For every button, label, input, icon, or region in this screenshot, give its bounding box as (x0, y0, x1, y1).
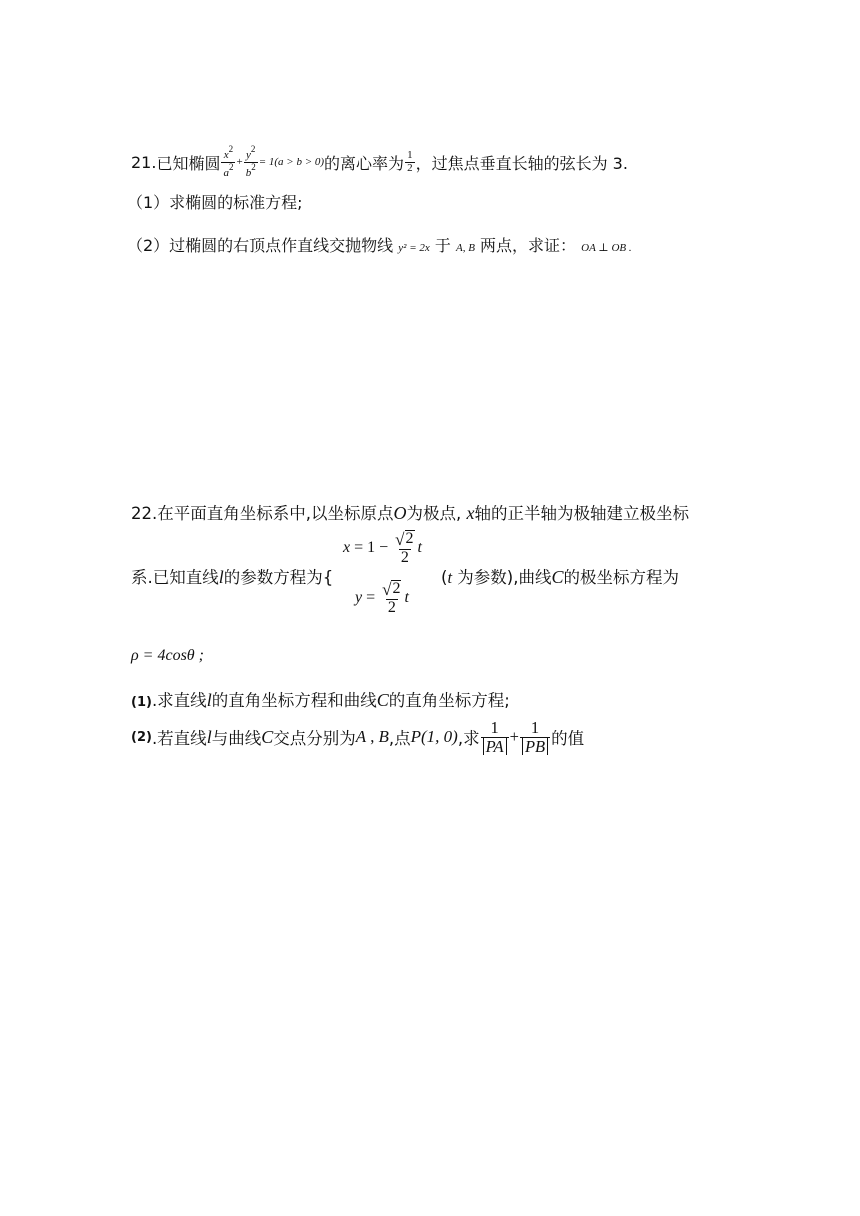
q22-p2-text-c: 交点分别为 (273, 729, 356, 748)
q22-line2-text-b: 的参数方程为{ (223, 568, 334, 587)
q22-line2-text-d: 的极坐标方程为 (563, 568, 679, 587)
frac-sqrt2-over-2-x: √ 2 2 (395, 529, 414, 566)
q22-line2-text-a: 系.已知直线 (131, 568, 219, 587)
q22-line2-right: (t 为参数),曲线C的极坐标方程为 (441, 567, 679, 587)
points-ab: A, B (455, 242, 475, 254)
q22-p1-text-c: 的直角坐标方程; (388, 691, 510, 710)
line-l: l (218, 567, 224, 587)
q21-line1: 21. 已知椭圆 $\frac{x^2}{a^2}$ + $\frac{y^2}{b^2}$ = 1(a > b > 0) 的离心率为 $\frac{1}{2}$ ，过焦点垂直长轴的弦长为 3. (131, 143, 628, 179)
q21-part2-text-a: （2）过椭圆的右顶点作直线交抛物线 (127, 236, 394, 255)
q21-text-c: ，过焦点垂直长轴的弦长为 3. (415, 153, 628, 173)
q22-p2-text-a: .若直线 (151, 729, 207, 748)
q22-line1-text-b: 为极点, (406, 504, 462, 523)
frac-y2-b2: $\frac{y^2}{b^2}$ (245, 143, 256, 179)
frac-x2-a2: $\frac{x^2}{a^2}$ (223, 143, 234, 179)
frac-1-over-PB: $\frac{1}{PB}$ (520, 719, 550, 755)
q22-line1 (131, 500, 689, 524)
point-A: A (355, 727, 367, 746)
q21-part2-text-b: 于 (434, 236, 451, 255)
param-eq-y: y = √ 2 2 t (355, 579, 409, 616)
line-l: l (206, 726, 212, 747)
q22-p2-text-e: ,求 (457, 729, 480, 748)
origin-O: O (393, 503, 407, 523)
q22-part1 (131, 687, 510, 711)
x-axis-var: x (466, 503, 475, 523)
part1-label: (1) (131, 695, 152, 710)
q21-text-b: 的离心率为 (324, 153, 405, 173)
curve-C: C (551, 567, 564, 587)
curve-C: C (376, 690, 389, 710)
q22-line2-text-c: 为参数),曲线 (457, 568, 552, 587)
q21-text-a: 已知椭圆 (156, 153, 221, 173)
q22-p2-text-b: 与曲线 (211, 729, 262, 748)
part2-label: (2) (131, 729, 152, 745)
abs-PB: PB (522, 738, 548, 755)
abs-PA: PA (483, 738, 507, 755)
q22-p1-text-b: 的直角坐标方程和曲线 (211, 691, 377, 710)
perpendicular-claim: OA ⊥ OB . (581, 242, 632, 254)
line-l: l (206, 690, 212, 710)
curve-C: C (261, 726, 274, 747)
parabola-eq: y² = 2x (398, 242, 430, 254)
q21-part1: （1）求椭圆的标准方程; (127, 193, 303, 212)
q22-p2-text-d: ,点 (388, 729, 411, 748)
q22-line1-text-a: 22.在平面直角坐标系中,以坐标原点 (131, 504, 394, 523)
frac-one-half: $\frac{1}{2}$ (407, 148, 413, 174)
frac-sqrt2-over-2-y: √ 2 2 (382, 579, 401, 616)
q22-p2-text-f: 的值 (551, 729, 585, 748)
q22-line2 (131, 564, 333, 588)
param-t: t (447, 568, 453, 587)
q22-p1-text-a: .求直线 (151, 691, 207, 710)
q21-part2 (127, 233, 632, 256)
q22-line1-text-c: 轴的正半轴为极轴建立极坐标 (474, 504, 689, 523)
point-B: B (378, 727, 389, 746)
param-eq-x: x = 1 − √ 2 2 t (343, 529, 422, 566)
polar-equation: ρ = 4cosθ ; (131, 647, 204, 664)
q22-part2: (2) .若直线 l 与曲线 C 交点分别为 A , B ,点 P(1, 0) ,求 $\frac{1}{PA}$ + $\frac{1}{PB}$ 的值 (131, 718, 585, 756)
ellipse-eq-tail: = 1(a > b > 0) (258, 156, 325, 168)
q21-number: 21. (131, 152, 157, 172)
q21-part2-text-c: 两点，求证： (480, 236, 577, 255)
frac-1-over-PA: $\frac{1}{PA}$ (481, 719, 509, 755)
point-P: P(1, 0) (410, 727, 458, 746)
